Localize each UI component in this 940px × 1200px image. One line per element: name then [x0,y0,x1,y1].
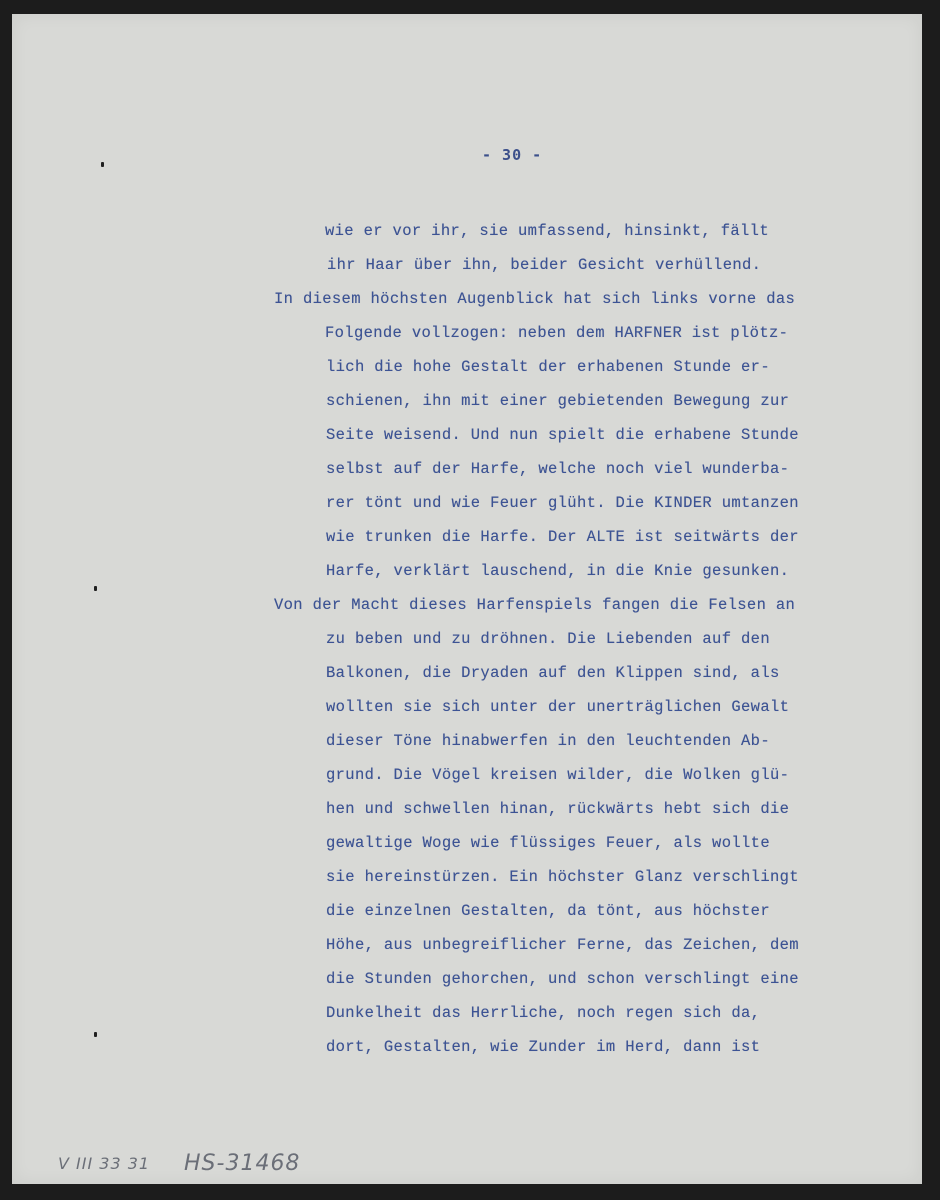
text-line: ihr Haar über ihn, beider Gesicht verhüllend. [327,256,762,274]
text-line: hen und schwellen hinan, rückwärts hebt sich die [326,800,790,818]
text-line: rer tönt und wie Feuer glüht. Die KINDER umtanzen [326,494,799,512]
text-line: In diesem höchsten Augenblick hat sich links vorne das [274,290,796,308]
document-page [12,14,922,1184]
text-line: zu beben und zu dröhnen. Die Liebenden auf den [326,630,770,648]
text-line: dieser Töne hinabwerfen in den leuchtenden Ab- [326,732,770,750]
ink-mark [94,586,97,591]
text-line: gewaltige Woge wie flüssiges Feuer, als wollte [326,834,770,852]
ink-mark [94,1032,97,1037]
text-line: wie trunken die Harfe. Der ALTE ist seitwärts der [326,528,799,546]
text-line: Harfe, verklärt lauschend, in die Knie gesunken. [326,562,790,580]
text-line: Von der Macht dieses Harfenspiels fangen die Felsen an [274,596,796,614]
text-line: sie hereinstürzen. Ein höchster Glanz verschlingt [326,868,799,886]
text-line: dort, Gestalten, wie Zunder im Herd, dann ist [326,1038,761,1056]
text-line: selbst auf der Harfe, welche noch viel wunderba- [326,460,790,478]
text-line: lich die hohe Gestalt der erhabenen Stunde er- [326,358,770,376]
text-line: wie er vor ihr, sie umfassend, hinsinkt, fällt [325,222,769,240]
text-line: Balkonen, die Dryaden auf den Klippen sind, als [326,664,780,682]
text-line: grund. Die Vögel kreisen wilder, die Wolken glü- [326,766,790,784]
text-line: Folgende vollzogen: neben dem HARFNER ist plötz- [325,324,789,342]
text-line: die Stunden gehorchen, und schon verschlingt eine [326,970,799,988]
text-line: Höhe, aus unbegreiflicher Ferne, das Zeichen, dem [326,936,799,954]
page-number: - 30 - [482,146,543,164]
text-line: wollten sie sich unter der unerträglichen Gewalt [326,698,790,716]
ink-mark [101,162,104,167]
text-line: schienen, ihn mit einer gebietenden Bewegung zur [326,392,790,410]
text-line: Dunkelheit das Herrliche, noch regen sich da, [326,1004,761,1022]
archive-note-left: V III 33 31 [58,1154,151,1173]
text-line: Seite weisend. Und nun spielt die erhabene Stunde [326,426,799,444]
archive-note-right: HS-31468 [184,1151,301,1176]
text-line: die einzelnen Gestalten, da tönt, aus höchster [326,902,770,920]
